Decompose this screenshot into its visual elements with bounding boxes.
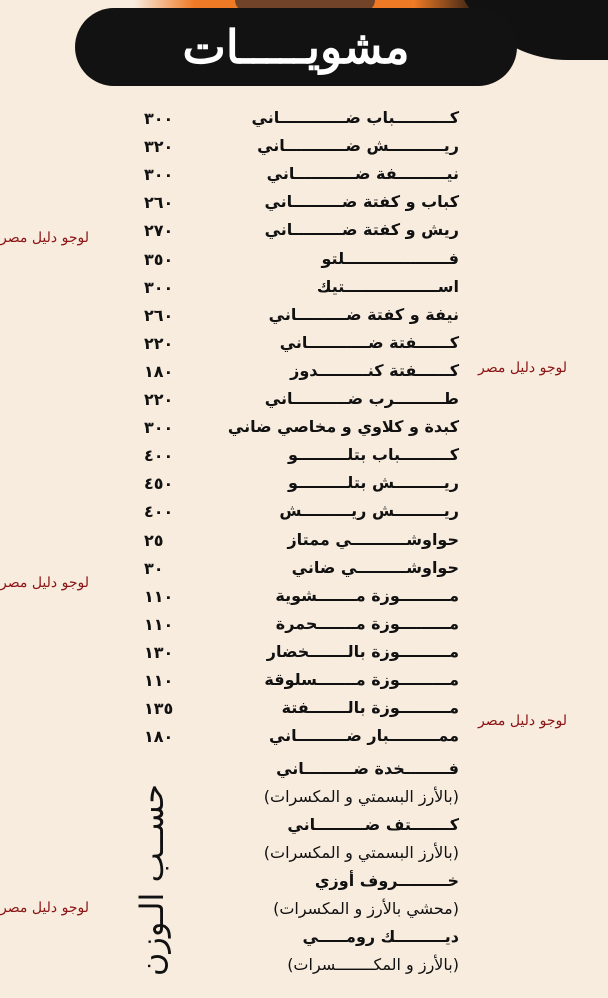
menu-item-name: كباب و كفتة ضـــــــــاني	[264, 192, 459, 212]
menu-item-row	[140, 473, 465, 497]
menu-item-price: ٤٠٠	[144, 502, 174, 522]
weight-item-note: (محشي بالأرز و المكسرات)	[273, 899, 459, 918]
weight-item-note: (بالأرز البسمتي و المكسرات)	[263, 787, 459, 806]
menu-item-price: ٣٢٠	[144, 137, 174, 157]
weight-item-name: خـــــــــروف أوزي	[314, 871, 459, 890]
menu-item-price: ٢٢٠	[144, 333, 174, 353]
menu-item-name: طـــــــــرب ضــــــــــاني	[264, 389, 459, 408]
menu-item-name: اســـــــــــــــــتيك	[316, 276, 459, 296]
menu-item-name: ريـــــــــش بتلـــــــــو	[288, 473, 459, 493]
watermark-1: لوجو دليل مصر	[0, 230, 89, 246]
menu-item-price: ١٣٥	[144, 699, 174, 719]
menu-item-row	[140, 670, 465, 694]
menu-item-row	[140, 249, 465, 273]
weight-item-note-row	[140, 787, 465, 811]
menu-item-name: ريـــــــــش ريـــــــــش	[279, 501, 459, 521]
menu-item-row	[140, 108, 465, 132]
menu-item-name: فـــــــــــــــــــلتو	[321, 248, 459, 268]
menu-item-price: ٣٥٠	[144, 249, 174, 269]
weight-item-name: كـــــــتف ضـــــــــاني	[287, 815, 459, 834]
watermark-4: لوجو دليل مصر	[478, 713, 567, 729]
weight-item-note: (بالأرز البسمتي و المكسرات)	[263, 843, 459, 862]
menu-item-price: ٢٧٠	[144, 221, 174, 241]
weight-item-note-row	[140, 843, 465, 867]
by-weight-label: حســب الـوزن	[133, 783, 172, 977]
menu-item-row	[140, 277, 465, 301]
menu-item-row	[140, 726, 465, 750]
by-weight-label-box	[134, 770, 170, 990]
menu-item-row	[140, 192, 465, 216]
menu-item-row	[140, 305, 465, 329]
menu-item-row	[140, 389, 465, 413]
menu-item-price: ٢٥	[144, 530, 164, 550]
menu-item-name: مـــــــــوزة بالـــــــفتة	[281, 698, 459, 718]
watermark-3: لوجو دليل مصر	[0, 575, 89, 591]
menu-item-row	[140, 558, 465, 582]
page-title: مشويـــــات	[182, 20, 410, 74]
menu-item-price: ١١٠	[144, 586, 174, 606]
menu-item-price: ١١٠	[144, 614, 174, 634]
menu-item-name: حواوشـــــــــي ضاني	[291, 557, 459, 577]
menu-item-name: كـــــــــباب بتلـــــــــو	[287, 445, 459, 465]
menu-item-price: ١١٠	[144, 671, 174, 690]
menu-item-row	[140, 445, 465, 469]
menu-item-price: ٣٠٠	[144, 418, 174, 438]
menu-item-name: حواوشــــــــــي ممتاز	[287, 529, 459, 549]
menu-item-name: ريش و كفتة ضـــــــــاني	[264, 220, 459, 240]
weight-item-note-row	[140, 955, 465, 979]
menu-item-name: كــــــفتة ضـــــــــــاني	[279, 332, 459, 352]
menu-item-name: كــــــــــباب ضــــــــــــاني	[251, 108, 459, 127]
menu-item-row	[140, 136, 465, 160]
menu-item-price: ٣٠٠	[144, 109, 174, 128]
menu-item-name: نيفة و كفتة ضـــــــــاني	[268, 304, 459, 324]
menu-item-price: ٢٦٠	[144, 193, 174, 213]
weight-item-note-row	[140, 899, 465, 923]
menu-item-row	[140, 530, 465, 554]
weight-item-row	[140, 927, 465, 951]
menu-item-name: ممـــــــــبار ضـــــــــاني	[268, 726, 459, 746]
menu-item-price: ١٣٠	[144, 642, 174, 662]
menu-item-price: ١٨٠	[144, 727, 174, 747]
menu-item-price: ٣٠٠	[144, 277, 174, 297]
weight-item-note: (بالأرز و المكــــــــسرات)	[287, 955, 459, 974]
menu-item-row	[140, 333, 465, 357]
menu-item-row	[140, 501, 465, 525]
menu-item-name: مـــــــــوزة مـــــــحمرة	[275, 613, 459, 633]
weight-item-name: ديـــــــــك رومـــــي	[302, 927, 459, 946]
weight-item-row	[140, 759, 465, 783]
watermark-2: لوجو دليل مصر	[478, 360, 567, 376]
menu-item-row	[140, 586, 465, 610]
menu-item-row	[140, 642, 465, 666]
menu-item-row	[140, 164, 465, 188]
menu-item-row	[140, 698, 465, 722]
menu-item-row	[140, 361, 465, 385]
weight-item-row	[140, 871, 465, 895]
menu-item-price: ٢٢٠	[144, 390, 174, 409]
watermark-5: لوجو دليل مصر	[0, 900, 89, 916]
menu-item-name: مـــــــــوزة مـــــــسلوقة	[264, 670, 459, 689]
menu-item-name: نيـــــــــفة ضـــــــــــاني	[266, 164, 459, 184]
menu-item-price: ٤٠٠	[144, 446, 174, 466]
weight-item-row	[140, 815, 465, 839]
menu-item-row	[140, 417, 465, 441]
menu-item-price: ٣٠٠	[144, 165, 174, 185]
menu-item-price: ٤٥٠	[144, 474, 174, 494]
menu-item-price: ٣٠	[144, 558, 164, 578]
menu-item-name: ريــــــــــش ضـــــــــــاني	[257, 136, 459, 156]
menu-item-price: ٢٦٠	[144, 305, 174, 325]
menu-item-name: كــــــفتة كنـــــــــدوز	[290, 360, 459, 380]
menu-item-price: ١٨٠	[144, 361, 174, 381]
menu-item-name: كبدة و كلاوي و مخاصي ضاني	[227, 417, 459, 437]
menu-item-row	[140, 614, 465, 638]
weight-item-name: فــــــــخدة ضـــــــــاني	[276, 759, 459, 778]
menu-item-row	[140, 220, 465, 244]
menu-item-name: مـــــــــوزة مـــــــشوية	[275, 585, 459, 605]
menu-item-name: مـــــــــوزة بالـــــــخضار	[266, 641, 459, 661]
